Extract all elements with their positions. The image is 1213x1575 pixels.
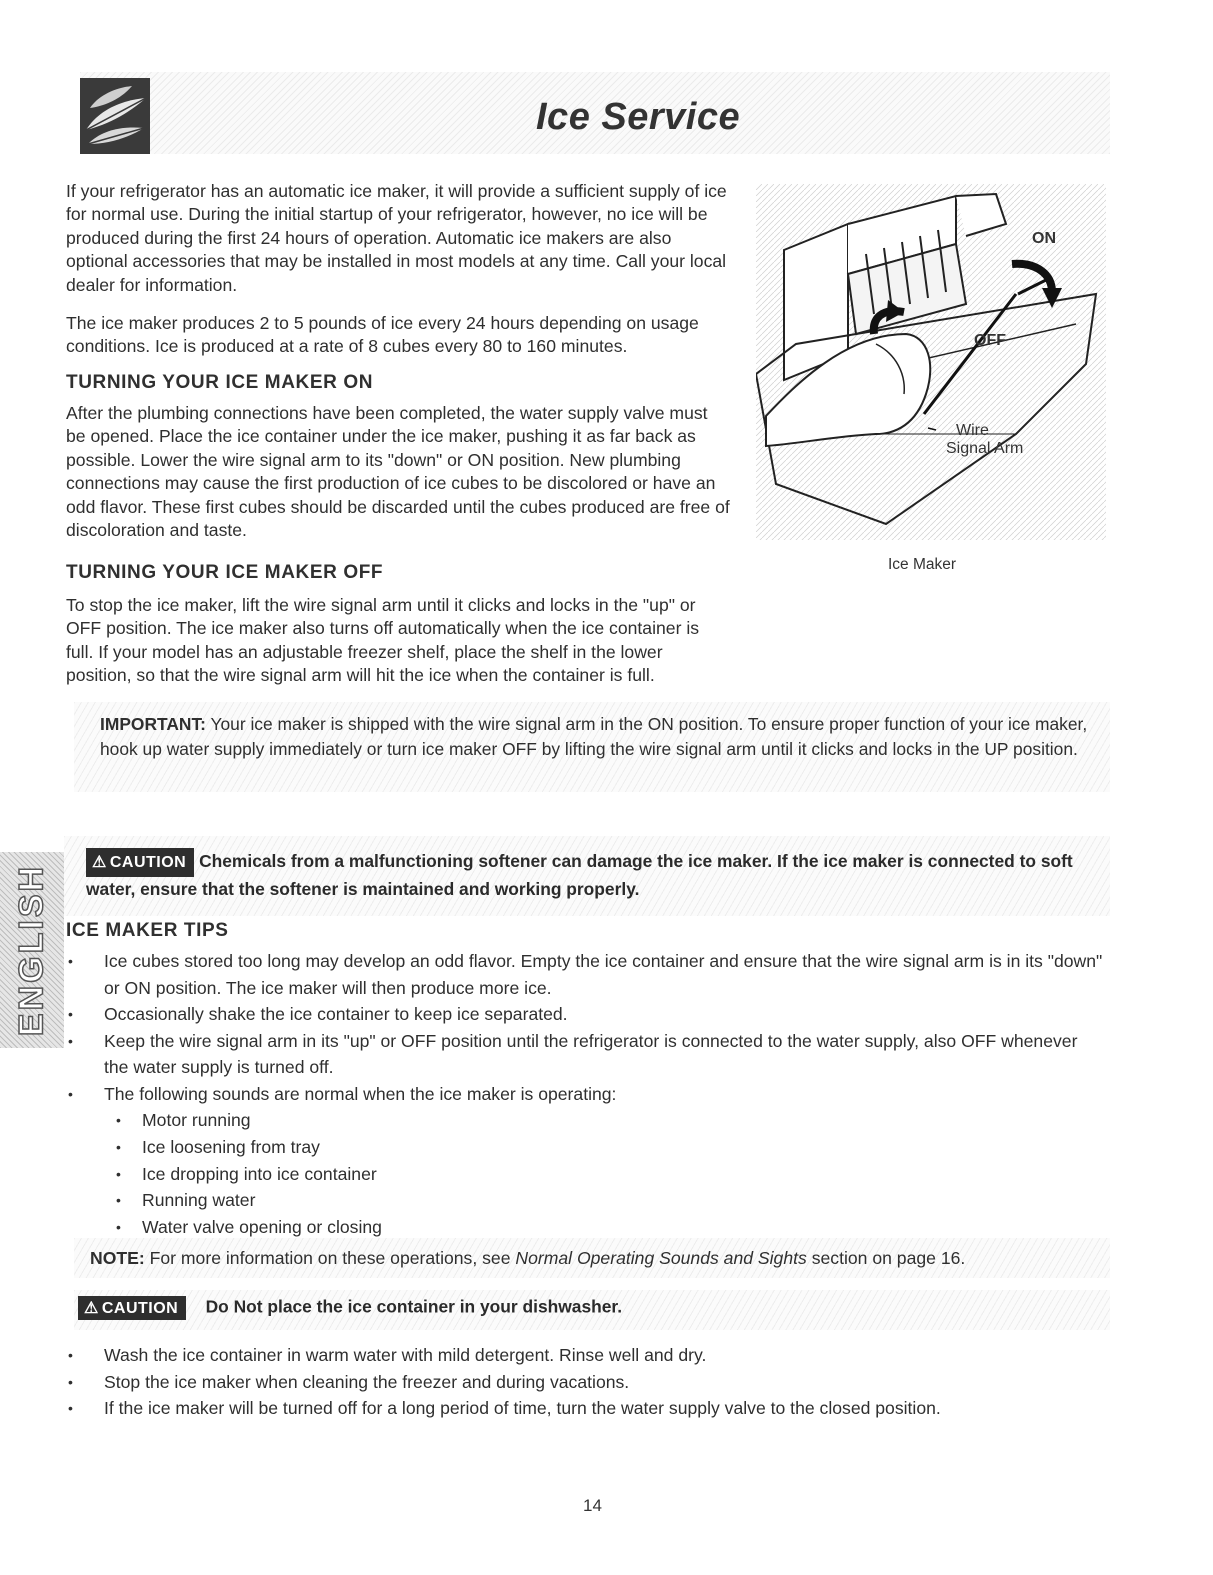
caution-badge: [86, 848, 194, 877]
list-item: • Keep the wire signal arm in its "up" or OFF position until the refrigerator is connected to the water supply, also OFF whenever the water supply is turned off.: [68, 1030, 1078, 1077]
label-signal-arm: Signal Arm: [946, 440, 1024, 457]
caution-badge: [78, 1296, 186, 1320]
section-body-on: After the plumbing connections have been completed, the water supply valve must be opened. Place the ice container under the ice maker, pushing it as far back as possible. Lower the wire signal arm to its "down" or ON position. New plumbing connections may cause the first production of ice cubes to be discolored or have an odd flavor. These first cubes should be discarded until the cubes produced are free of discoloration and taste.: [66, 403, 730, 541]
important-note: [100, 712, 1090, 761]
page-title: Ice Service: [536, 96, 741, 138]
illustration-caption: Ice Maker: [888, 556, 957, 573]
caution-dishwasher-text: Do Not place the ice container in your dishwasher.: [205, 1296, 623, 1317]
intro-paragraph-2: The ice maker produces 2 to 5 pounds of ice every 24 hours depending on usage conditions. Ice is produced at a rate of 8 cubes every 80 to 160 minutes.: [66, 313, 699, 357]
list-item: • Occasionally shake the ice container to keep ice separated.: [68, 1004, 568, 1024]
list-item: • The following sounds are normal when the ice maker is operating: • Motor running • Ice loosening from tray • Ice dropping into ice container • Running water • Water valve opening or closing: [104, 1081, 1104, 1241]
note-label: NOTE:: [90, 1248, 145, 1268]
label-on: ON: [1032, 230, 1056, 247]
list-item: • Running water: [116, 1190, 256, 1211]
ice-maker-illustration: [756, 184, 1106, 540]
list-item: • Wash the ice container in warm water with mild detergent. Rinse well and dry.: [68, 1345, 707, 1365]
list-item: • Water valve opening or closing: [116, 1217, 382, 1238]
tips-heading: ICE MAKER TIPS: [66, 920, 229, 941]
intro-paragraph-1: If your refrigerator has an automatic ice maker, it will provide a sufficient supply of ice for normal use. During the initial startup of your refrigerator, however, no ice will be produced during the first 24 hours of operation. Automatic ice makers are also optional accessories that may be installed in most models at any time. Call your local dealer for information.: [66, 181, 727, 295]
warning-triangle-icon: ⚠: [92, 854, 107, 871]
ice-leaf-icon: [80, 78, 150, 154]
list-item: • Stop the ice maker when cleaning the freezer and during vacations.: [68, 1371, 630, 1392]
list-item: • Ice dropping into ice container: [116, 1163, 377, 1184]
tips-list: [68, 948, 1104, 1241]
label-wire: Wire: [956, 422, 989, 439]
caution-dishwasher: [78, 1296, 622, 1320]
list-item: • Ice cubes stored too long may develop an odd flavor. Empty the ice container and ensure that the wire signal arm is in its "down" or ON position. The ice maker will then produce more ice.: [68, 951, 1103, 998]
important-label: IMPORTANT:: [100, 714, 206, 734]
caution-softener: [86, 848, 1106, 902]
language-side-tab-text: ENGLISH: [12, 863, 51, 1037]
section-body-off: To stop the ice maker, lift the wire signal arm until it clicks and locks in the "up" or OFF position. The ice maker also turns off automatically when the ice container is full. If your model has an adjustable freezer shelf, place the shelf in the lower position, so that the wire signal arm will hit the ice when the container is full.: [66, 595, 700, 686]
section-heading-on: TURNING YOUR ICE MAKER ON: [66, 372, 374, 393]
important-text: Your ice maker is shipped with the wire signal arm in the ON position. To ensure proper function of your ice maker, hook up water supply immediately or turn ice maker OFF by lifting the wire signal arm until it clicks and locks in the UP position.: [100, 714, 1088, 759]
label-off: OFF: [974, 332, 1006, 349]
warning-triangle-icon: ⚠: [84, 1300, 99, 1317]
caution-badge-text: CAUTION: [101, 1300, 179, 1317]
caution-softener-text: Chemicals from a malfunctioning softener can damage the ice maker. If the ice maker is connected to soft water, ensure that the softener is maintained and working properly.: [86, 851, 1073, 899]
sounds-list: [104, 1107, 1104, 1241]
note: NOTE: For more information on these operations, see Normal Operating Sounds and Sights section on page 16.: [90, 1248, 966, 1268]
page-number: 14: [583, 1496, 602, 1515]
cleaning-list: [68, 1342, 1104, 1422]
list-item: • Ice loosening from tray: [116, 1136, 320, 1157]
list-item: • If the ice maker will be turned off for a long period of time, turn the water supply valve to the closed position.: [68, 1398, 941, 1418]
caution-badge-text: CAUTION: [109, 854, 187, 871]
note-reference: Normal Operating Sounds and Sights: [515, 1248, 807, 1268]
list-item: • Motor running: [116, 1110, 251, 1130]
section-heading-off: TURNING YOUR ICE MAKER OFF: [66, 562, 384, 583]
